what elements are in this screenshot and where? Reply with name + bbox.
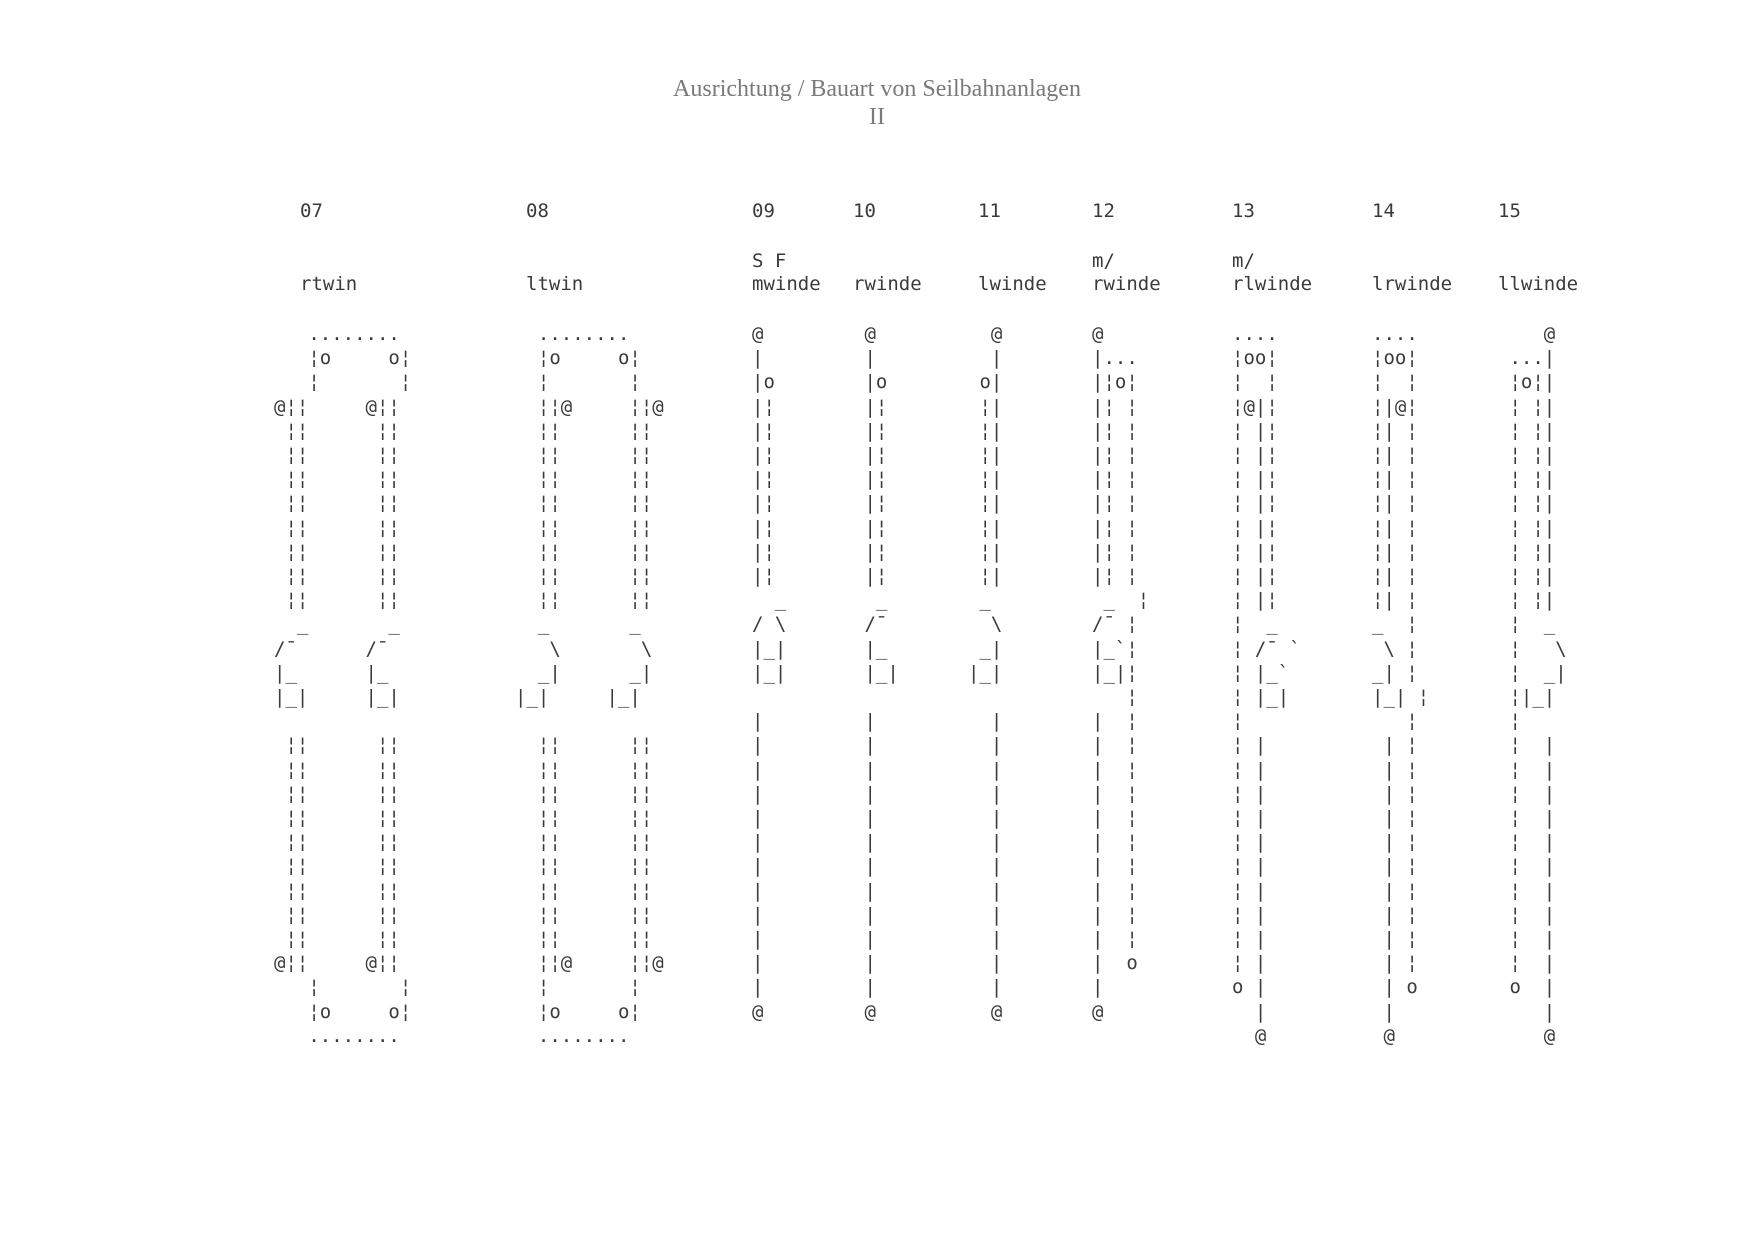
diagram-llwinde: @ ...| ¦o¦| ¦ ¦| ¦ ¦| ¦ ¦| ¦ ¦| ¦ ¦| ¦ ¦| ¦ ¦| ¦ ¦| ¦ ¦| ¦ _ ¦ \ ¦ _| ¦|_| ¦ ¦ | ¦ | ¦ | ¦ | ¦ | ¦ | ¦ | ¦ | ¦ | ¦ | o | | @ <box>1509 323 1567 1047</box>
item-number-14: 14 <box>1372 200 1395 222</box>
item-label-rtwin: rtwin <box>300 273 358 295</box>
item-number-08: 08 <box>526 200 549 222</box>
item-prefix-m-12: m/ <box>1092 250 1115 272</box>
item-prefix-sf: S F <box>752 250 787 272</box>
item-label-ltwin: ltwin <box>526 273 584 295</box>
item-number-13: 13 <box>1232 200 1255 222</box>
diagram-rtwin: ........ ¦o o¦ ¦ ¦ @¦¦ @¦¦ ¦¦ ¦¦ ¦¦ ¦¦ ¦¦ ¦¦ ¦¦ ¦¦ ¦¦ ¦¦ ¦¦ ¦¦ ¦¦ ¦¦ ¦¦ ¦¦ _ _ /¯ /¯ |_ |_ |_| |_| ¦¦ ¦¦ ¦¦ ¦¦ ¦¦ ¦¦ ¦¦ ¦¦ ¦¦ ¦¦ ¦¦ ¦¦ ¦¦ ¦¦ ¦¦ ¦¦ ¦¦ ¦¦ @¦¦ @¦¦ ¦ ¦ ¦o o¦ ........ <box>274 323 412 1047</box>
item-label-m-rwinde: rwinde <box>1092 273 1161 295</box>
item-label-rlwinde: rlwinde <box>1232 273 1313 295</box>
diagram-lwinde: @ | o| ¦| ¦| ¦| ¦| ¦| ¦| ¦| ¦| _ \ _| |_| | | | | | | | | | | | | @ <box>968 323 1003 1023</box>
diagram-mwinde: @ | |o |¦ |¦ |¦ |¦ |¦ |¦ |¦ |¦ _ / \ |_| |_| | | | | | | | | | | | | @ <box>752 323 787 1023</box>
item-prefix-m-13: m/ <box>1232 250 1255 272</box>
page-subtitle: II <box>869 104 885 130</box>
diagram-rlwinde: .... ¦oo¦ ¦ ¦ ¦@|¦ ¦ |¦ ¦ |¦ ¦ |¦ ¦ |¦ ¦ |¦ ¦ |¦ ¦ |¦ ¦ |¦ ¦ _ ¦ /¯ ` ¦ |_` ¦ |_| ¦ ¦ | ¦ | ¦ | ¦ | ¦ | ¦ | ¦ | ¦ | ¦ | ¦ | o | | @ <box>1232 323 1301 1047</box>
item-number-10: 10 <box>853 200 876 222</box>
item-label-rwinde: rwinde <box>853 273 922 295</box>
item-number-12: 12 <box>1092 200 1115 222</box>
item-label-mwinde: mwinde <box>752 273 821 295</box>
diagram-m-rwinde: @ |... |¦o¦ |¦ ¦ |¦ ¦ |¦ ¦ |¦ ¦ |¦ ¦ |¦ ¦ |¦ ¦ |¦ ¦ _ ¦ /¯ ¦ |_`¦ |_|¦ ¦ | ¦ | ¦ | ¦ | ¦ | ¦ | ¦ | ¦ | ¦ | ¦ | ¦ | o | @ <box>1092 323 1150 1023</box>
page-title: Ausrichtung / Bauart von Seilbahnanlagen <box>673 76 1081 102</box>
item-number-09: 09 <box>752 200 775 222</box>
diagram-ltwin: ........ ¦o o¦ ¦ ¦ ¦¦@ ¦¦@ ¦¦ ¦¦ ¦¦ ¦¦ ¦¦ ¦¦ ¦¦ ¦¦ ¦¦ ¦¦ ¦¦ ¦¦ ¦¦ ¦¦ ¦¦ ¦¦ _ _ \ \ _| _| |_| |_| ¦¦ ¦¦ ¦¦ ¦¦ ¦¦ ¦¦ ¦¦ ¦¦ ¦¦ ¦¦ ¦¦ ¦¦ ¦¦ ¦¦ ¦¦ ¦¦ ¦¦ ¦¦ ¦¦@ ¦¦@ ¦ ¦ ¦o o¦ ........ <box>515 323 664 1047</box>
item-label-llwinde: llwinde <box>1498 273 1579 295</box>
diagram-lrwinde: .... ¦oo¦ ¦ ¦ ¦|@¦ ¦| ¦ ¦| ¦ ¦| ¦ ¦| ¦ ¦| ¦ ¦| ¦ ¦| ¦ ¦| ¦ _ ¦ \ ¦ _| ¦ |_| ¦ ¦ | ¦ | ¦ | ¦ | ¦ | ¦ | ¦ | ¦ | ¦ | ¦ | ¦ | o | @ <box>1372 323 1430 1047</box>
item-label-lwinde: lwinde <box>978 273 1047 295</box>
diagram-rwinde: @ | |o |¦ |¦ |¦ |¦ |¦ |¦ |¦ |¦ _ /¯ |_ |_| | | | | | | | | | | | | @ <box>864 323 899 1023</box>
item-number-07: 07 <box>300 200 323 222</box>
item-label-lrwinde: lrwinde <box>1372 273 1453 295</box>
item-number-11: 11 <box>978 200 1001 222</box>
item-number-15: 15 <box>1498 200 1521 222</box>
